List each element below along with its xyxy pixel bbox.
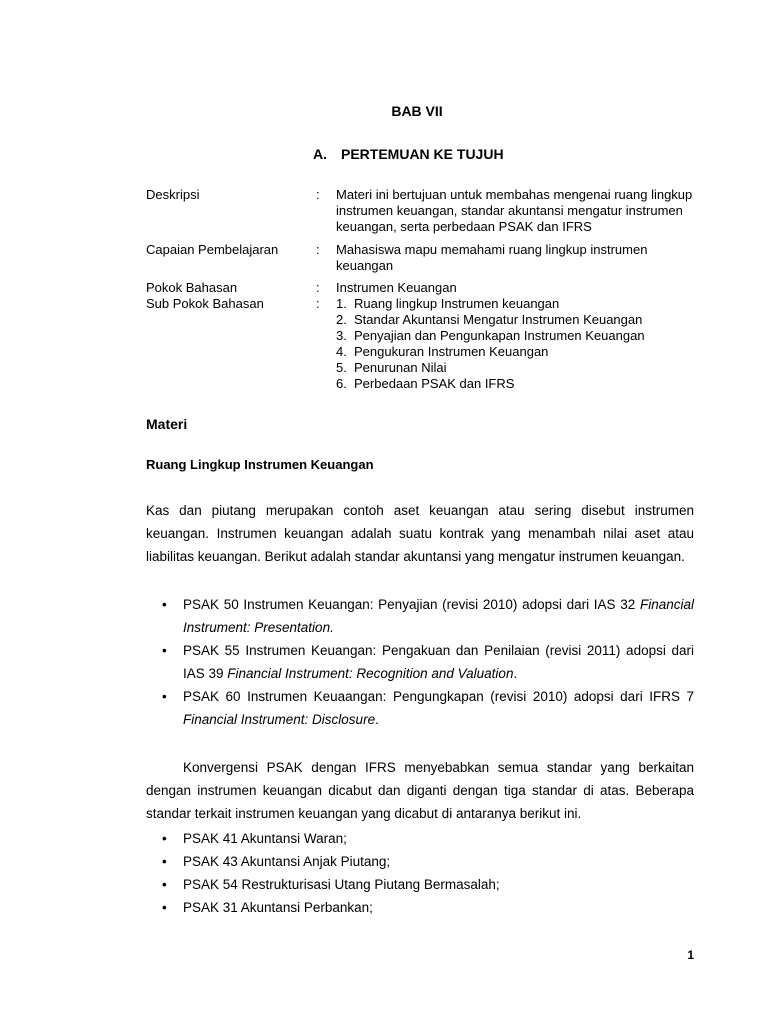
section-heading: Ruang Lingkup Instrumen Keuangan xyxy=(146,457,374,472)
info-row-sub-pokok xyxy=(146,296,706,392)
info-colon: : xyxy=(316,242,320,257)
sub-topic-item xyxy=(336,360,706,376)
sub-topic-number: 5. xyxy=(336,360,347,375)
bullet-icon: • xyxy=(162,877,167,892)
standards-list-block xyxy=(146,593,694,731)
info-label: Deskripsi xyxy=(146,187,200,202)
revoked-list-block xyxy=(146,827,694,919)
revoked-standards-list xyxy=(146,827,694,919)
meeting-title: PERTEMUAN KE TUJUH xyxy=(341,146,504,162)
standard-text: PSAK 55 Instrumen Keuangan: Pengakuan dan Penilaian (revisi 2011) adopsi dari IAS 39 xyxy=(183,643,694,681)
revoked-item xyxy=(146,873,694,896)
standard-english-title: Financial Instrument: Recognition and Valuation xyxy=(227,666,514,681)
sub-topic-text: Standar Akuntansi Mengatur Instrumen Keuangan xyxy=(354,312,643,327)
info-row-capaian xyxy=(146,242,706,274)
info-value: Mahasiswa mapu memahami ruang lingkup instrumen keuangan xyxy=(336,242,648,273)
sub-topic-item xyxy=(336,312,706,328)
revoked-text: PSAK 43 Akuntansi Anjak Piutang; xyxy=(183,854,391,869)
info-colon: : xyxy=(316,280,320,295)
info-colon: : xyxy=(316,187,320,202)
page-number: 1 xyxy=(687,948,694,962)
revoked-text: PSAK 41 Akuntansi Waran; xyxy=(183,831,347,846)
sub-topic-number: 1. xyxy=(336,296,347,311)
paragraph-text: Konvergensi PSAK dengan IFRS menyebabkan semua standar yang berkaitan dengan instrumen keuangan dicabut dan diganti dengan tiga standar di atas. Beberapa standar terkait instrumen keuangan yang dicabut di antaranya berikut ini. xyxy=(146,760,694,821)
info-value: Instrumen Keuangan xyxy=(336,280,457,295)
standard-item xyxy=(146,685,694,731)
info-label: Capaian Pembelajaran xyxy=(146,242,279,257)
standard-tail: . xyxy=(375,712,379,727)
bullet-icon: • xyxy=(162,689,167,704)
meeting-letter: A. xyxy=(313,146,327,162)
bullet-icon: • xyxy=(162,643,167,658)
standard-tail: . xyxy=(513,666,518,681)
bullet-icon: • xyxy=(162,831,167,846)
sub-topic-text: Ruang lingkup Instrumen keuangan xyxy=(354,296,560,311)
sub-topic-number: 6. xyxy=(336,376,347,391)
revoked-text: PSAK 31 Akuntansi Perbankan; xyxy=(183,900,373,915)
info-label: Sub Pokok Bahasan xyxy=(146,296,264,311)
sub-topic-number: 3. xyxy=(336,328,347,343)
sub-topic-item xyxy=(336,344,706,360)
standard-item xyxy=(146,593,694,639)
revoked-item xyxy=(146,827,694,850)
standard-english-title: Financial Instrument: Presentation. xyxy=(183,597,694,635)
revoked-item xyxy=(146,896,694,919)
sub-topic-item xyxy=(336,328,706,344)
info-colon: : xyxy=(316,296,320,311)
sub-topic-number: 4. xyxy=(336,344,347,359)
bullet-icon: • xyxy=(162,854,167,869)
meeting-heading xyxy=(313,146,504,162)
sub-topic-list xyxy=(336,296,706,392)
standard-text: PSAK 50 Instrumen Keuangan: Penyajian (revisi 2010) adopsi dari IAS 32 xyxy=(183,597,640,612)
sub-topic-text: Perbedaan PSAK dan IFRS xyxy=(354,376,515,391)
sub-topic-text: Pengukuran Instrumen Keuangan xyxy=(354,344,549,359)
sub-topic-item xyxy=(336,376,706,392)
materi-heading: Materi xyxy=(146,416,188,432)
course-info xyxy=(146,187,706,392)
info-value: Materi ini bertujuan untuk membahas mengenai ruang lingkup instrumen keuangan, standar akuntansi mengatur instrumen keuangan, serta perbedaan PSAK dan IFRS xyxy=(336,187,693,234)
bullet-icon: • xyxy=(162,900,167,915)
standard-english-title: Financial Instrument: Disclosure xyxy=(183,712,376,727)
info-row-pokok xyxy=(146,280,706,296)
info-row-deskripsi xyxy=(146,187,706,235)
sub-topic-text: Penyajian dan Pengunkapan Instrumen Keuangan xyxy=(354,328,645,343)
chapter-title: BAB VII xyxy=(391,103,443,119)
standard-item xyxy=(146,639,694,685)
sub-topic-text: Penurunan Nilai xyxy=(354,360,447,375)
paragraph-convergence xyxy=(146,756,694,825)
paragraph-text: Kas dan piutang merupakan contoh aset keuangan atau sering disebut instrumen keuangan. Instrumen keuangan adalah suatu kontrak yang menambah nilai aset atau liabilitas keuangan. Berikut adalah standar akuntansi yang mengatur instrumen keuangan. xyxy=(146,503,694,564)
info-label: Pokok Bahasan xyxy=(146,280,238,295)
standard-text: PSAK 60 Instrumen Keuaangan: Pengungkapan (revisi 2010) adopsi dari IFRS 7 xyxy=(183,689,694,704)
standards-list xyxy=(146,593,694,731)
bullet-icon: • xyxy=(162,597,167,612)
revoked-item xyxy=(146,850,694,873)
revoked-text: PSAK 54 Restrukturisasi Utang Piutang Bermasalah; xyxy=(183,877,500,892)
sub-topic-number: 2. xyxy=(336,312,347,327)
paragraph-intro xyxy=(146,499,694,568)
sub-topic-item xyxy=(336,296,706,312)
